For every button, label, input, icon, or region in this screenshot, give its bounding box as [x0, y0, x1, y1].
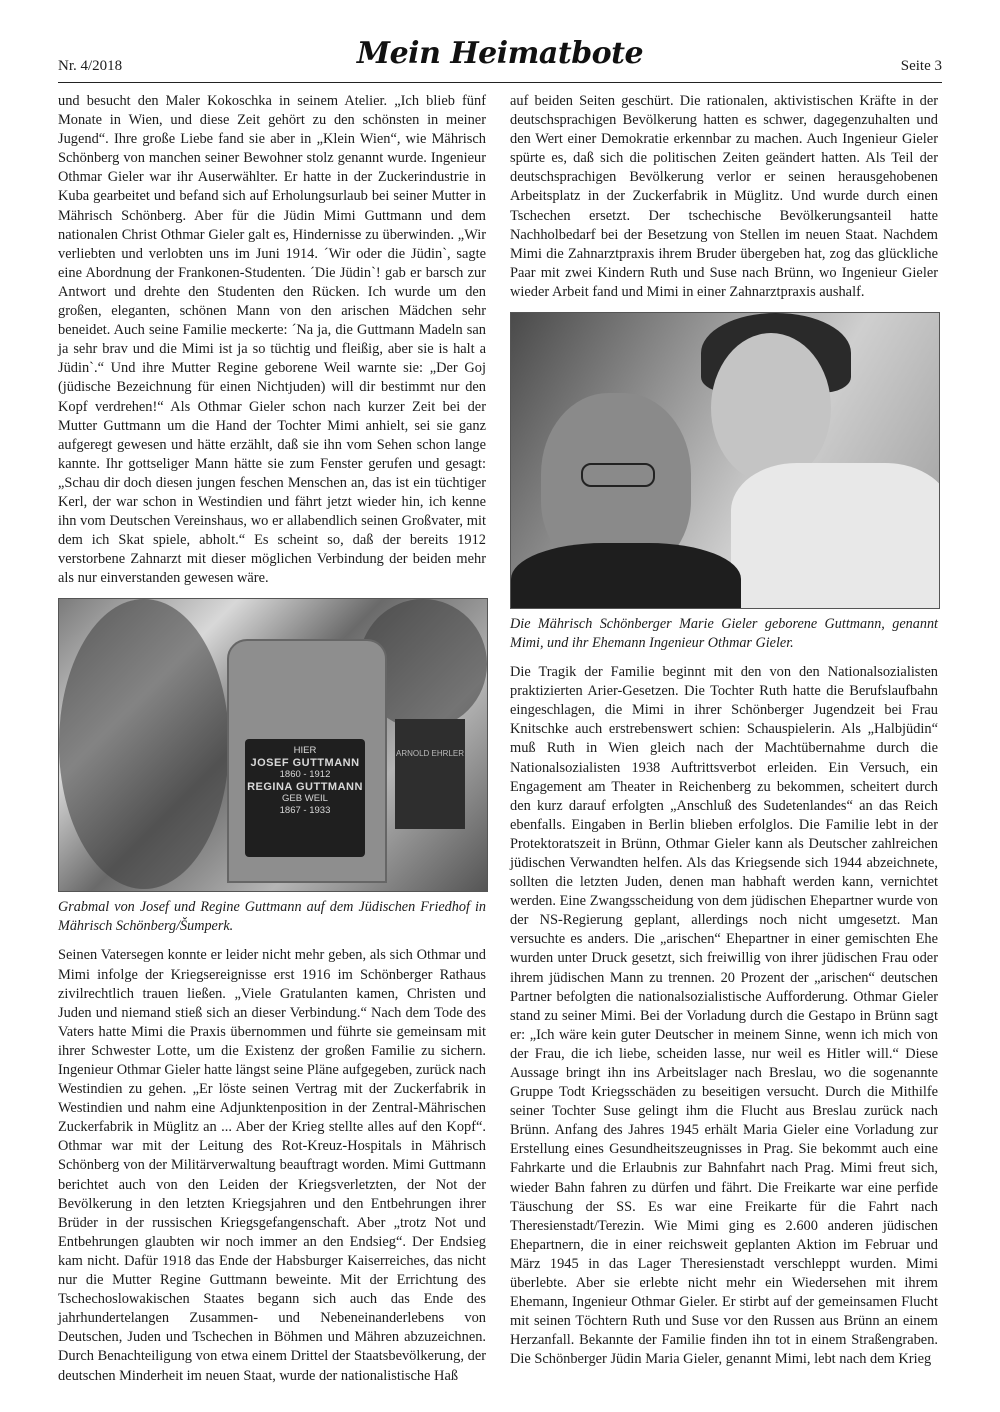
neighbor-inscription: ARNOLD EHRLER [395, 749, 464, 759]
right-paragraph-2: Die Tragik der Familie beginnt mit den von den Nationalsozialisten praktizierten Arier-Gesetzen. Die Tochter Ruth hatte die Berufslaufbahn eingeschlagen, die Mimi in ihrer Schönberger Jugendzeit bei Frau Knitschke auch erstrebenswert schien: Schauspielerin. Als „Halbjüdin“ muß Ruth in Wien gleich nach der Machtübernahme durch die Nationalsozialisten 1938 Auftrittsverbot erleiden. Ein Versuch, ein Engagement am Theater in Reichenberg zu bekommen, scheitert durch den kurz darauf erfolgten „Anschluß des Sudetenlandes“ an das Reich ebenfalls. Eingaben in Berlin blieben erfolglos. Die Familie lebt in der Protektoratszeit in Brünn, Othmar Gieler kann als Deutscher zahlreichen jüdischen Verwandten helfen. Als das Kriegsende sich 1944 abzeichnete, sollten die letzten Juden, denen man habhaft werden kann, vernichtet werden. Eine Zwangsscheidung von dem jüdischen Ehepartner wurde von der NS-Regierung geplant, allerdings noch nicht umgesetzt. Man versuchte es anders. Die „arischen“ Ehepartner in einer gemischten Ehe wurden unter Druck gesetzt, sich freiwillig von ihrer jüdischen Frau oder ihrem jüdischen Mann zu trennen. 20 Prozent der „arischen“ deutschen Partner befolgten die nationalsozialistische Aufforderung. Othmar Gieler stand zu seiner Mimi. Bei der Vorladung durch die Gestapo in Brünn sagt er: „Ich wäre kein guter Deutscher in meinem Sinne, wenn ich mich von der Frau, die ich liebe, scheiden lasse, nur weil es Hitler will.“ Diese Aussage bringt ihn ins Arbeitslager nach Breslau, wo die sogenannte Gruppe Todt Kriegsschäden zu beseitigen versucht. Durch die Mithilfe seiner Tochter Suse gelingt ihm die Flucht aus Breslau zurück nach Brünn. Anfang des Jahres 1945 erhält Maria Gieler eine Vorladung zur Erstellung eines Gesundheitszeugnisses in Prag. Sie bekommt auch eine Fahrkarte und die Erlaubnis zur Bahnfahrt nach Prag. Mimi freut sich, wieder Bahn fahren zu dürfen und fährt. Die Freikarte war eine perfide Täuschung der SS. Es war eine Freikarte für die Fahrt nach Theresienstadt/Terezin. Wie Mimi ging es 2.600 anderen jüdischen Ehepartnern, die in einer reichsweit geplanten Aktion im Februar und März 1945 in das Lager Theresienstadt verschleppt wurden. Mimi überlebte. Aber sie erlebte nicht mehr ein Wiedersehen mit ihrem Ehemann, Ingenieur Othmar Gieler. Er stirbt auf der gemeinsamen Flucht mit seinen Töchtern Ruth und Suse vor den Russen aus Brünn an einem Herzanfall. Bekannte der Familie finden ihn tot in einem Straßengraben. Die Schönberger Jüdin Maria Gieler, genannt Mimi, lebt nach dem Krieg [510, 664, 938, 1368]
woman-blouse [731, 463, 940, 609]
plate-years-2: 1867 - 1933 [279, 805, 331, 817]
couple-photo [510, 312, 940, 609]
plate-name-1: JOSEF GUTTMANN [250, 757, 360, 770]
masthead-logo: Mein Heimatbote [356, 36, 644, 71]
ivy-left [59, 599, 229, 889]
right-paragraph-1: auf beiden Seiten geschürt. Die rationalen, aktivistischen Kräfte in der deutschsprachigen Bevölkerung hatten es schwer, dagegenzuhalten und den Wert einer Demokratie erkennbar zu machen. Auch Ingenieur Gieler spürte es, daß sich die politischen Zeiten geändert hatten. Als Teil der deutschsprachigen Bevölkerung verlor er seinen herausgehobenen Arbeitsplatz in der Zuckerfabrik in Müglitz. Und wurde durch einen Tschechen ersetzt. Der tschechische Bevölkerungsanteil hatte Nachholbedarf bei der Besetzung von Stellen im neuen Staat. Nachdem Mimi die Zahnarztpraxis ihrem Bruder übergeben hat, zog das glückliche Paar mit zwei Kindern Ruth und Suse nach Brünn, wo Ingenieur Gieler wieder Arbeit fand und Mimi in einer Zahnarztpraxis aushalf. [510, 93, 938, 300]
woman-portrait [711, 333, 831, 483]
left-paragraph-1: und besucht den Maler Kokoschka in seinem Atelier. „Ich blieb fünf Monate in Wien, und diese Zeit gehört zu den schönsten in meiner Jugend“. Ihre große Liebe fand sie aber in „Klein Wien“, wie Mährisch Schönberg von manchen seiner Bewohner stolz genannt wurde. Ingenieur Othmar Gieler war ihr Auserwählter. Er hatte in der Zuckerindustrie in Kuba gearbeitet und befand sich auf Erholungsurlaub bei seiner Mutter in Mährisch Schönberg. Aber für die Jüdin Mimi Guttmann und dem nationalen Christ Othmar Gieler galt es, Hindernisse zu überwinden. „Wir verliebten und verlobten uns im Juni 1914. ´Wir oder die Jüdin`, sagte eine Abordnung der Frankonen-Studenten. ´Die Jüdin`! gab er barsch zur Antwort und drehte den Studenten den Rücken. Ich wurde um den großen, eleganten, schönen Mann von den arischen Mädchen sehr beneidet. Auch seine Familie meckerte: ´Na ja, die Guttmann Madeln san ja sehr brav und die Mimi ist ja so tüchtig und fleißig, aber sie is halt a Jüdin`.“ Und ihre Mutter Regine geborene Weil warnte sie: „Der Goj (jüdische Bezeichnung für einen Nichtjuden) will dir bestimmt nur den Kopf verdrehen!“ Als Othmar Gieler schon nach kurzer Zeit bei der Mutter Guttmann um die Hand der Tochter Mimi anhielt, sei sie ganz aufgeregt gewesen und hätte erzählt, daß sie ihn vom Sehen schon lange kannte. Ihr gottseliger Mann hätte sie zum Fenster gerufen und gesagt: „Schau dir doch diesen jungen feschen Menschen an, das ist ein tüchtiger Kerl, der war schon in Westindien und fährt jetzt wieder hin, ich kenne ihn vom Deutschen Vereinshaus, wo er allabendlich seinen Großvater, mit dem ich Skat spiele, abholt.“ Es scheint so, daß der bereits 1912 verstorbene Zahnarzt mit dieser möglichen Verbindung der beiden mehr als nur einverstanden gewesen wäre. [58, 93, 486, 587]
plate-top: HIER [293, 745, 317, 757]
plate-name-2: REGINA GUTTMANN [247, 781, 363, 794]
plate-years-1: 1860 - 1912 [279, 769, 331, 781]
issue-number: Nr. 4/2018 [58, 58, 123, 74]
right-column [510, 92, 938, 1370]
plate-maiden: GEB WEIL [282, 793, 328, 805]
page-number: Seite 3 [900, 58, 942, 74]
couple-caption: Die Mährisch Schönberger Marie Gieler geborene Guttmann, genannt Mimi, und ihr Ehemann Ingenieur Othmar Gieler. [510, 616, 938, 652]
page-header [58, 36, 942, 82]
neighbor-gravestone [395, 719, 465, 829]
left-column [58, 92, 486, 1386]
grave-photo [58, 598, 488, 892]
left-paragraph-2: Seinen Vatersegen konnte er leider nicht mehr geben, als sich Othmar und Mimi infolge der Kriegsereignisse erst 1916 im Schönberger Rathaus zivilrechtlich trauen ließen. „Viele Gratulanten kamen, Christen und Juden und niemand stieß sich an dieser Verbindung.“ Nach dem Tode des Vaters hatte Mimi die Praxis übernommen und führte sie gemeinsam mit ihrer Schwester Lotte, um die Existenz der großen Familie zu sichern. Ingenieur Othmar Gieler hatte längst seine Pläne aufgegeben, zurück nach Westindien zu gehen. „Er löste seinen Vertrag mit der Zuckerfabrik in Westindien und nahm eine Adjunktenposition in der Zentral-Mährischen Zuckerfabrik in Müglitz an ... Aber der Krieg stellte alles auf den Kopf“. Othmar war mit der Leitung des Rot-Kreuz-Hospitals in Mährisch Schönberg von der Militärverwaltung beauftragt worden. Mimi Guttmann berichtet auch von den Leiden der Kriegsverletzten, der Not der Bevölkerung in den letzten Kriegsjahren und den Entbehrungen ihrer Brüder in der russischen Kriegsgefangenschaft. Aber „trotz Not und Entbehrungen glaubten wir noch immer an den Endsieg“. Der Endsieg kam nicht. Dafür 1918 das Ende der Habsburger Kaiserreiches, das nicht nur die Mutter Regine Guttmann beweinte. Mit der Errichtung des Tschechoslowakischen Staates begann sich auch das Ende des jahrhundertelangen Zusammen- und Nebeneinanderlebens von Deutschen, Juden und Tschechen in Böhmen und Mähren abzuzeichnen. Durch Benachteiligung von etwa einem Drittel der Staatsbevölkerung, der deutschen Minderheit im neuen Staat, wurde der nationalistische Haß [58, 947, 486, 1384]
man-suit [511, 543, 741, 609]
glasses-icon [581, 463, 655, 487]
header-rule [58, 82, 942, 83]
grave-inscription [245, 739, 365, 857]
grave-caption: Grabmal von Josef und Regine Guttmann auf dem Jüdischen Friedhof in Mährisch Schönberg/Šumperk. [58, 899, 486, 935]
